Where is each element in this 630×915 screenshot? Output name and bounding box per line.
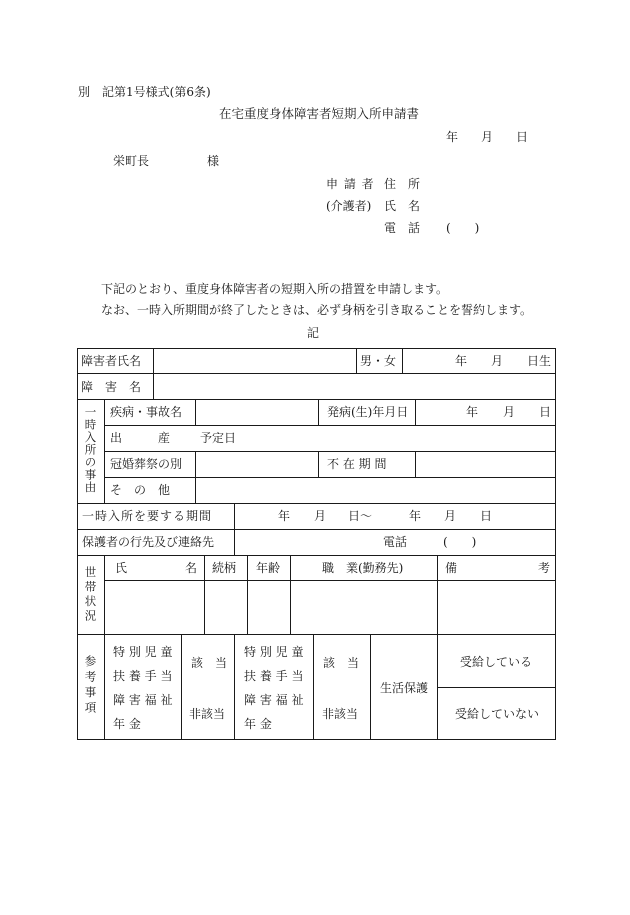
onset-year-label: 年: [466, 405, 479, 419]
onset-day-label: 日: [539, 405, 552, 419]
birth-year-label: 年: [455, 354, 468, 368]
applicant-phone-parens: ( ): [446, 221, 480, 235]
household-name-label-1: 氏: [115, 561, 128, 575]
allowance-line-2b: 扶 養 手 当: [244, 669, 304, 683]
household-status-heading: 世帯状況: [83, 566, 98, 624]
applicant-label: 申 請 者: [326, 177, 375, 191]
applicant-phone-label: 電 話: [384, 221, 421, 235]
onset-date-label: 発病(生)年月日: [327, 405, 409, 419]
period-end-day: 日: [480, 509, 493, 523]
welfare-assistance-label: 生活保護: [380, 681, 429, 695]
child-allowance-not-applicable: 非該当: [189, 707, 226, 721]
not-receiving-label: 受給していない: [455, 707, 540, 721]
pension-not-applicable: 非該当: [322, 707, 359, 721]
childbirth-label: 出 産: [110, 431, 171, 445]
ceremony-type-label: 冠婚葬祭の別: [110, 457, 183, 471]
form-number: 別 記第1号様式(第6条): [78, 85, 211, 99]
period-start-month: 月: [314, 509, 327, 523]
body-line-1: 下記のとおり、重度身体障害者の短期入所の措置を申請します。: [101, 282, 449, 296]
date-year-label: 年: [446, 130, 459, 144]
pension-applicable: 該 当: [323, 656, 360, 670]
allowance-line-1b: 特 別 児 童: [244, 645, 304, 659]
household-name-label-2: 名: [185, 561, 198, 575]
disability-name-label: 障 害 名: [81, 380, 142, 394]
birth-day-label: 日生: [527, 354, 552, 368]
illness-accident-label: 疾病・事故名: [110, 405, 183, 419]
disabled-person-name-label: 障害者氏名: [81, 354, 142, 368]
guardian-phone-parens: ( ): [443, 535, 477, 549]
caregiver-label: (介護者): [326, 199, 372, 213]
body-line-2: なお、一時入所期間が終了したときは、必ず身柄を引き取ることを誓約します。: [101, 303, 533, 317]
allowance-line-4: 年 金: [113, 717, 141, 731]
guardian-contact-label: 保護者の行先及び連絡先: [82, 535, 215, 549]
allowance-line-1: 特 別 児 童: [113, 645, 173, 659]
allowance-line-2: 扶 養 手 当: [113, 669, 173, 683]
addressee-honorific: 様: [207, 154, 220, 168]
allowance-line-4b: 年 金: [244, 717, 272, 731]
document-title: 在宅重度身体障害者短期入所申請書: [219, 106, 420, 121]
guardian-phone-label: 電話: [383, 535, 408, 549]
addressee-town: 栄町長: [113, 154, 150, 168]
household-age-label: 年齢: [256, 561, 281, 575]
reference-items-heading: 参考事項: [83, 655, 98, 717]
household-remarks-label-1: 備: [445, 561, 458, 575]
allowance-line-3b: 障 害 福 祉: [244, 693, 304, 707]
sex-options: 男・女: [360, 354, 397, 368]
period-start-year: 年: [278, 509, 291, 523]
absence-period-label: 不 在 期 間: [327, 457, 387, 471]
child-allowance-applicable: 該 当: [191, 656, 228, 670]
applicant-name-label: 氏 名: [384, 199, 421, 213]
birth-month-label: 月: [491, 354, 504, 368]
ki-heading: 記: [307, 326, 320, 340]
temporary-admission-reason-heading: 一時入所の事由: [83, 406, 98, 494]
date-day-label: 日: [516, 130, 529, 144]
allowance-line-3: 障 害 福 祉: [113, 693, 173, 707]
date-month-label: 月: [481, 130, 494, 144]
other-reason-label: そ の 他: [110, 483, 171, 497]
period-start-day: 日～: [348, 509, 373, 523]
admission-period-label: 一時入所を要する期間: [82, 509, 213, 523]
onset-month-label: 月: [503, 405, 516, 419]
household-occupation-label: 職 業(勤務先): [322, 561, 404, 575]
household-remarks-label-2: 考: [538, 561, 551, 575]
period-end-month: 月: [444, 509, 457, 523]
applicant-address-label: 住 所: [384, 177, 421, 191]
period-end-year: 年: [409, 509, 422, 523]
due-date-label: 予定日: [200, 431, 237, 445]
receiving-label: 受給している: [460, 655, 533, 669]
household-relation-label: 続柄: [212, 561, 237, 575]
